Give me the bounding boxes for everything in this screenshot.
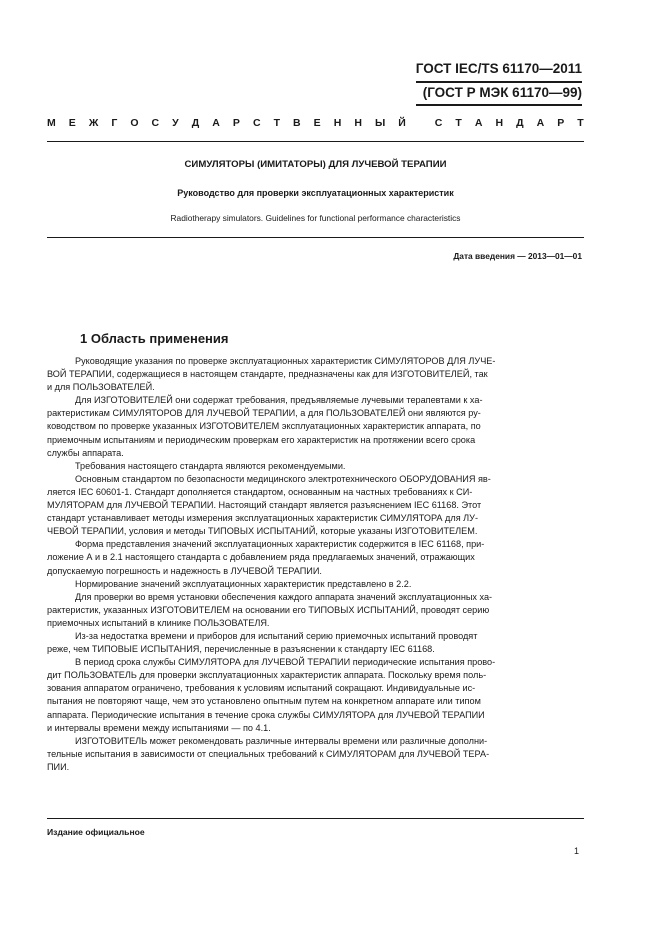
standard-type-letter: У bbox=[172, 117, 179, 129]
introduction-date: Дата введения — 2013—01—01 bbox=[453, 251, 582, 261]
standard-type-letter: М bbox=[47, 117, 56, 129]
standard-type-letter: В bbox=[293, 117, 301, 129]
footer-divider bbox=[47, 818, 584, 819]
standard-type bbox=[47, 117, 584, 129]
standard-type-letter: Н bbox=[354, 117, 362, 129]
standard-type-letter: Д bbox=[516, 117, 524, 129]
gost-code-block bbox=[416, 60, 582, 106]
gost-code: ГОСТ IEC/TS 61170—2011 bbox=[416, 60, 582, 83]
standard-type-letter bbox=[419, 117, 422, 129]
standard-type-letter: Н bbox=[495, 117, 504, 129]
standard-type-letter: Н bbox=[333, 117, 342, 129]
standard-type-letter: Г bbox=[111, 117, 118, 129]
section-heading: 1 Область применения bbox=[80, 331, 229, 346]
standard-type-letter: А bbox=[474, 117, 483, 129]
standard-type-letter: О bbox=[130, 117, 139, 129]
standard-type-letter: Ж bbox=[88, 117, 99, 129]
standard-type-letter: С bbox=[151, 117, 160, 129]
paragraph: Основным стандартом по безопасности медицинского электротехнического ОБОРУДОВАНИЯ яв- ляется IEC 60601-1. Стандарт дополняется стандартом, основанным на частных требованиях к СИ- МУЛЯТОРАМ для ЛУЧЕВОЙ ТЕРАПИИ. Настоящий стандарт является разъяснением IEC 61168. Этот стандарт устанавливает методы измерения эксплуатационных характеристик СИМУЛЯТОРА для ЛУ- ЧЕВОЙ ТЕРАПИИ, условия и методы ТИПОВЫХ ИСПЫТАНИЙ, которые указаны ИЗГОТОВИТЕЛЕМ. bbox=[47, 473, 491, 537]
header-divider bbox=[47, 141, 584, 142]
section-body bbox=[47, 355, 584, 774]
document-title: СИМУЛЯТОРЫ (ИМИТАТОРЫ) ДЛЯ ЛУЧЕВОЙ ТЕРАПИИ bbox=[184, 159, 447, 170]
standard-type-letter: Ы bbox=[374, 117, 386, 129]
page-number: 1 bbox=[573, 846, 579, 856]
standard-type-letter: С bbox=[434, 117, 443, 129]
standard-type-letter: Е bbox=[68, 117, 76, 129]
english-title: Radiotherapy simulators. Guidelines for functional performance characteristics bbox=[170, 213, 461, 223]
standard-type-letter: Р bbox=[557, 117, 565, 129]
document-subtitle: Руководство для проверки эксплуатационных характеристик bbox=[177, 188, 454, 198]
standard-type-letter: Т bbox=[455, 117, 462, 129]
standard-type-letter: Р bbox=[232, 117, 240, 129]
standard-type-letter: Д bbox=[191, 117, 200, 129]
paragraph: Из-за недостатка времени и приборов для испытаний серию приемочных испытаний проводят реже, чем ТИПОВЫЕ ИСПЫТАНИЯ, перечисленные в разъяснении к стандарту IEC 61168. bbox=[47, 630, 478, 655]
standard-type-letter: Й bbox=[398, 117, 406, 129]
paragraph: Для проверки во время установки обеспечения каждого аппарата значений эксплуатационных ха- рактеристик, указанных ИЗГОТОВИТЕЛЕМ на основании его ТИПОВЫХ ИСПЫТАНИЙ, проводят серию приемочных испытаний в клинике ПОЛЬЗОВАТЕЛЯ. bbox=[47, 591, 493, 628]
standard-type-letter: Е bbox=[313, 117, 321, 129]
gost-code-alt: (ГОСТ Р МЭК 61170—99) bbox=[416, 83, 582, 106]
standard-type-letter: А bbox=[536, 117, 545, 129]
standard-type-letter: А bbox=[212, 117, 220, 129]
paragraph: Форма представления значений эксплуатационных характеристик содержится в IEC 61168, при- ложение А и в 2.1 настоящего стандарта с добавлением ряда предлагаемых значений, отражающих допускаемую погрешность и надежность в ЛУЧЕВОЙ ТЕРАПИИ. bbox=[47, 539, 485, 576]
standard-type-letter: Т bbox=[273, 117, 280, 129]
paragraph: Для ИЗГОТОВИТЕЛЕЙ они содержат требования, предъявляемые лучевыми терапевтами к ха- рактеристикам СИМУЛЯТОРОВ ДЛЯ ЛУЧЕВОЙ ТЕРАПИИ, а для ПОЛЬЗОВАТЕЛЕЙ они являются ру- ководством по проверке указанных ИЗГОТОВИТЕЛЕМ эксплуатационных характеристик аппарата, по приемочным испытаниям и периодическим проверкам его характеристик на протяжении всего срока службы аппарата. bbox=[47, 395, 483, 458]
edition-label: Издание официальное bbox=[47, 827, 145, 837]
paragraph: Требования настоящего стандарта являются рекомендуемыми. bbox=[75, 460, 346, 471]
standard-type-letter: С bbox=[252, 117, 261, 129]
title-divider bbox=[47, 237, 584, 238]
standard-type-letter: Т bbox=[577, 117, 584, 129]
paragraph: Нормирование значений эксплуатационных характеристик представлено в 2.2. bbox=[75, 578, 412, 589]
paragraph: Руководящие указания по проверке эксплуатационных характеристик СИМУЛЯТОРОВ ДЛЯ ЛУЧЕ- ВОЙ ТЕРАПИИ, содержащиеся в настоящем стандарте, предназначены как для ИЗГОТОВИТЕЛЕЙ, так и для ПОЛЬЗОВАТЕЛЕЙ. bbox=[47, 356, 496, 393]
paragraph: ИЗГОТОВИТЕЛЬ может рекомендовать различные интервалы времени или различные дополни- тельные испытания в зависимости от специальных требований к СИМУЛЯТОРАМ для ЛУЧЕВОЙ ТЕРА- ПИИ. bbox=[47, 735, 490, 772]
paragraph: В период срока службы СИМУЛЯТОРА для ЛУЧЕВОЙ ТЕРАПИИ периодические испытания прово- дит ПОЛЬЗОВАТЕЛЬ для проверки эксплуатационных характеристик аппарата. Поскольку время поль- зования аппаратом ограничено, требования к условиям испытаний сокращают. Индивидуальные ис- пытания не повторяют чаще, чем это установлено опытным путем на конкретном аппарате или типом аппарата. Периодические испытания в течение срока службы СИМУЛЯТОРА для ЛУЧЕВОЙ ТЕРАПИИ и интервалы времени между испытаниями — по 4.1. bbox=[47, 657, 496, 733]
